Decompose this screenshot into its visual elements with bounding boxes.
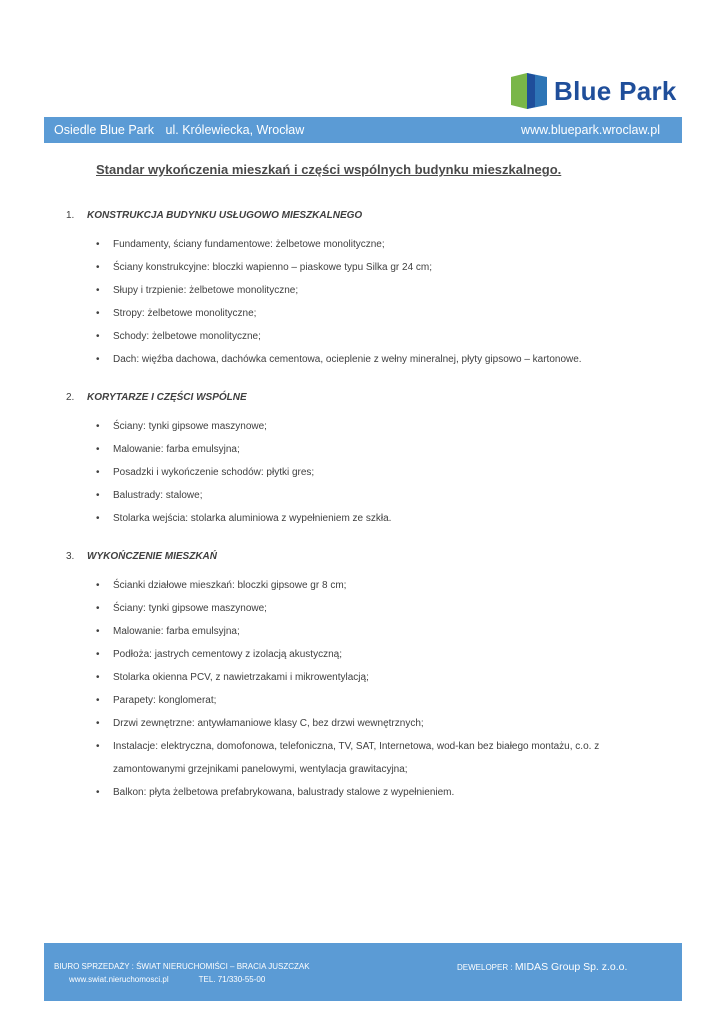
list-item: • Podłoża: jastrych cementowy z izolacją akustyczną; (0, 643, 725, 666)
header-bar (44, 117, 682, 143)
developer-name: MIDAS Group Sp. z.o.o. (514, 961, 628, 973)
section-items (0, 415, 725, 530)
section-heading (66, 392, 247, 403)
list-item: • Malowanie: farba emulsyjna; (0, 438, 725, 461)
sales-office: BIURO SPRZEDAŻY : ŚWIAT NIERUCHOMIŚCI – BRACIA JUSZCZAK (54, 962, 310, 971)
logo-text: Blue Park (554, 75, 677, 106)
document-title: Standar wykończenia mieszkań i części wspólnych budynku mieszkalnego. (96, 162, 562, 177)
section-number: 1. (66, 210, 75, 221)
section-number: 3. (66, 551, 75, 562)
list-item: • Ścianki działowe mieszkań: bloczki gipsowe gr 8 cm; (0, 574, 725, 597)
list-item: • Ściany: tynki gipsowe maszynowe; (0, 415, 725, 438)
header-left (54, 123, 304, 137)
sales-website-link[interactable]: www.swiat.nieruchomosci.pl (69, 975, 169, 984)
list-item: • Instalacje: elektryczna, domofonowa, telefoniczna, TV, SAT, Internetowa, wod-kan bez białego montażu, c.o. z zamontowanymi grzejnikami panelowymi, wentylacja grawitacyjna; (0, 735, 725, 781)
developer-info (457, 961, 627, 973)
sales-contact (69, 975, 265, 984)
section-title: KORYTARZE I CZĘŚCI WSPÓLNE (87, 392, 247, 403)
blue-park-logo (509, 71, 677, 111)
list-item: • Balustrady: stalowe; (0, 484, 725, 507)
list-item: • Drzwi zewnętrzne: antywłamaniowe klasy C, bez drzwi wewnętrznych; (0, 712, 725, 735)
list-item: • Fundamenty, ściany fundamentowe: żelbetowe monolityczne; (0, 233, 725, 256)
list-item: • Balkon: płyta żelbetowa prefabrykowana, balustrady stalowe z wypełnieniem. (0, 781, 725, 804)
section-heading (66, 551, 217, 562)
list-item: • Stropy: żelbetowe monolityczne; (0, 302, 725, 325)
list-item: • Posadzki i wykończenie schodów: płytki gres; (0, 461, 725, 484)
phone-number: TEL. 71/330-55-00 (198, 975, 266, 984)
list-item: • Stolarka okienna PCV, z nawietrzakami i mikrowentylacją; (0, 666, 725, 689)
list-item: • Stolarka wejścia: stolarka aluminiowa z wypełnieniem ze szkła. (0, 507, 725, 530)
section-title: KONSTRUKCJA BUDYNKU USŁUGOWO MIESZKALNEGO (87, 210, 363, 221)
list-item: • Dach: więźba dachowa, dachówka cementowa, ocieplenie z wełny mineralnej, płyty gipsowo – kartonowe. (0, 348, 725, 371)
section-title: WYKOŃCZENIE MIESZKAŃ (87, 551, 217, 562)
list-item: • Schody: żelbetowe monolityczne; (0, 325, 725, 348)
logo-mark-icon (509, 71, 549, 111)
footer-bar (44, 943, 682, 1001)
list-item: • Ściany konstrukcyjne: bloczki wapienno – piaskowe typu Silka gr 24 cm; (0, 256, 725, 279)
estate-address: ul. Królewiecka, Wrocław (165, 123, 305, 137)
list-item: • Parapety: konglomerat; (0, 689, 725, 712)
section-heading (66, 210, 362, 221)
list-item: • Malowanie: farba emulsyjna; (0, 620, 725, 643)
website-link[interactable]: www.bluepark.wroclaw.pl (521, 123, 660, 137)
estate-name: Osiedle Blue Park (54, 123, 155, 137)
list-item: • Słupy i trzpienie: żelbetowe monolityczne; (0, 279, 725, 302)
section-items (0, 233, 725, 371)
section-items (0, 574, 725, 804)
section-number: 2. (66, 392, 75, 403)
list-item: • Ściany: tynki gipsowe maszynowe; (0, 597, 725, 620)
developer-label: DEWELOPER : (457, 963, 513, 972)
